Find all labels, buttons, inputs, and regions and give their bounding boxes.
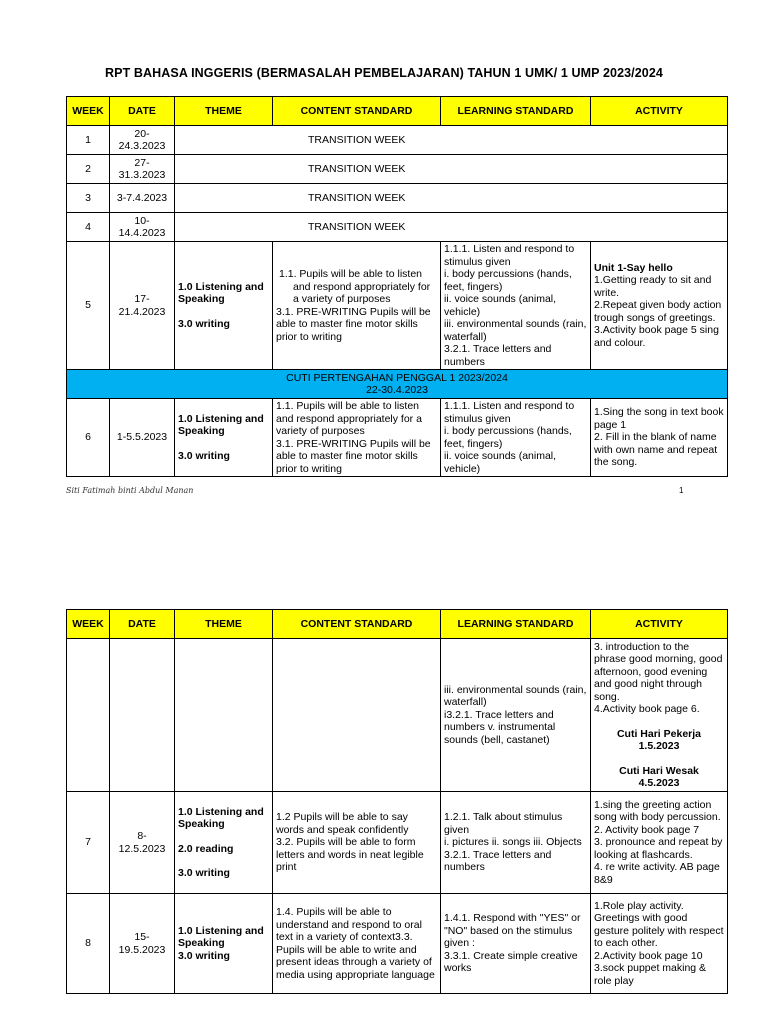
- header-theme: THEME: [175, 97, 273, 126]
- holiday-dates: 22-30.4.2023: [366, 384, 428, 396]
- theme-writing: 3.0 writing: [178, 449, 230, 462]
- header-row: [67, 610, 728, 639]
- schedule-table-page-1: [66, 96, 728, 477]
- date-cell: 15- 19.5.2023: [110, 894, 175, 994]
- learning-standard-cell: 1.1.1. Listen and respond to stimulus given i. body percussions (hands, feet, fingers) ii. voice sounds (animal, vehicle) iii. environmental sounds (rain, waterfall) 3.2.1. Trace letters and numbers: [441, 242, 591, 370]
- labour-day-date: 1.5.2023: [638, 740, 680, 752]
- signature: Siti Fatimah binti Abdul Manan: [66, 486, 194, 495]
- content-standard-1-1: 1.1. Pupils will be able to listen and respond appropriately for a variety of purposes: [279, 268, 431, 305]
- date-cell: [110, 639, 175, 792]
- date-cell: 27- 31.3.2023: [110, 155, 175, 184]
- page-title: RPT BAHASA INGGERIS (BERMASALAH PEMBELAJARAN) TAHUN 1 UMK/ 1 UMP 2023/2024: [105, 66, 663, 80]
- header-activity: ACTIVITY: [591, 97, 728, 126]
- holiday-row: [67, 370, 728, 399]
- date-cell: 17- 21.4.2023: [110, 242, 175, 370]
- holiday-title: CUTI PERTENGAHAN PENGGAL 1 2023/2024: [286, 371, 508, 384]
- week-cell: 6: [67, 399, 110, 477]
- header-date: DATE: [110, 97, 175, 126]
- wesak-day-note: Cuti Hari Wesak: [619, 764, 699, 777]
- table-row: [67, 184, 728, 213]
- theme-writing: 3.0 writing: [178, 867, 230, 879]
- week-cell: 1: [67, 126, 110, 155]
- content-standard-cell: [273, 242, 441, 370]
- table-row: [67, 792, 728, 894]
- date-cell: 8- 12.5.2023: [110, 792, 175, 894]
- content-standard-cell: 1.2 Pupils will be able to say words and speak confidently 3.2. Pupils will be able to form letters and words in neat legible print: [273, 792, 441, 894]
- date-cell: 1-5.5.2023: [110, 399, 175, 477]
- content-standard-3-1: 3.1. PRE-WRITING Pupils will be able to master fine motor skills prior to writing: [276, 305, 431, 343]
- date-cell: 10- 14.4.2023: [110, 213, 175, 242]
- theme-writing: 3.0 writing: [178, 317, 230, 330]
- schedule-table-page-2: [66, 609, 728, 994]
- header-activity: ACTIVITY: [591, 610, 728, 639]
- table-row: [67, 894, 728, 994]
- content-standard-cell: 1.1. Pupils will be able to listen and respond appropriately for a variety of purposes 3.1. PRE-WRITING Pupils will be able to master fine motor skills prior to writing: [273, 399, 441, 477]
- activity-unit-title: Unit 1-Say hello: [594, 261, 673, 274]
- table-row: [67, 213, 728, 242]
- learning-standard-cell: 1.4.1. Respond with "YES" or "NO" based on the stimulus given : 3.3.1. Create simple creative works: [441, 894, 591, 994]
- theme-listening-speaking: 1.0 Listening and Speaking: [178, 280, 264, 306]
- header-week: WEEK: [67, 97, 110, 126]
- week-cell: 7: [67, 792, 110, 894]
- transition-cell: TRANSITION WEEK: [175, 213, 728, 242]
- activity-cell: 1.sing the greeting action song with body percussion. 2. Activity book page 7 3. pronounce and repeat by looking at flashcards. 4. re write activity. AB page 8&9: [591, 792, 728, 894]
- activity-cell: 1.Role play activity. Greetings with good gesture politely with respect to each other. 2.Activity book page 10 3.sock puppet making & role play: [591, 894, 728, 994]
- theme-cell: [175, 242, 273, 370]
- labour-day-note: Cuti Hari Pekerja: [616, 727, 702, 740]
- theme-listening-speaking: 1.0 Listening and Speaking: [178, 805, 264, 830]
- table-row: [67, 126, 728, 155]
- content-standard-cell: 1.4. Pupils will be able to understand and respond to oral text in a variety of context3.3. Pupils will be able to write and present ideas through a variety of media using appropriate language: [273, 894, 441, 994]
- theme-cell: [175, 639, 273, 792]
- learning-standard-cell: 1.1.1. Listen and respond to stimulus given i. body percussions (hands, feet, fingers) ii. voice sounds (animal, vehicle): [441, 399, 591, 477]
- activity-cell: 1.Sing the song in text book page 1 2. Fill in the blank of name with own name and repeat the song.: [591, 399, 728, 477]
- transition-cell: TRANSITION WEEK: [175, 155, 728, 184]
- table-row: [67, 399, 728, 477]
- header-theme: THEME: [175, 610, 273, 639]
- header-content-standard: CONTENT STANDARD: [273, 97, 441, 126]
- transition-cell: TRANSITION WEEK: [175, 184, 728, 213]
- week-cell: 2: [67, 155, 110, 184]
- week-cell: 8: [67, 894, 110, 994]
- theme-cell: [175, 792, 273, 894]
- activity-text: 3. introduction to the phrase good morning, good afternoon, good evening and good night through song. 4.Activity book page 6.: [594, 640, 723, 715]
- content-standard-cell: [273, 639, 441, 792]
- learning-standard-cell: 1.2.1. Talk about stimulus given i. pictures ii. songs iii. Objects 3.2.1. Trace letters and numbers: [441, 792, 591, 894]
- activity-cell: [591, 639, 728, 792]
- header-row: [67, 97, 728, 126]
- header-date: DATE: [110, 610, 175, 639]
- header-learning-standard: LEARNING STANDARD: [441, 97, 591, 126]
- week-cell: 4: [67, 213, 110, 242]
- theme-reading: 2.0 reading: [178, 842, 234, 855]
- wesak-day-date: 4.5.2023: [638, 777, 680, 789]
- theme-listening-speaking: 1.0 Listening and Speaking: [178, 412, 264, 438]
- header-content-standard: CONTENT STANDARD: [273, 610, 441, 639]
- week-cell: [67, 639, 110, 792]
- activity-text: 1.Getting ready to sit and write. 2.Repeat given body action trough songs of greetings. 3.Activity book page 5 sing and colour.: [594, 274, 722, 349]
- week-cell: 3: [67, 184, 110, 213]
- week-cell: 5: [67, 242, 110, 370]
- page-number: 1: [679, 486, 684, 495]
- holiday-cell: [67, 370, 728, 399]
- table-row: [67, 242, 728, 370]
- table-row: [67, 155, 728, 184]
- theme-cell: [175, 894, 273, 994]
- learning-standard-cell: iii. environmental sounds (rain, waterfall) i3.2.1. Trace letters and numbers v. instrumental sounds (bell, castanet): [441, 639, 591, 792]
- theme-cell: [175, 399, 273, 477]
- date-cell: 20- 24.3.2023: [110, 126, 175, 155]
- activity-cell: [591, 242, 728, 370]
- theme-listening-speaking: 1.0 Listening and Speaking: [178, 924, 264, 950]
- header-learning-standard: LEARNING STANDARD: [441, 610, 591, 639]
- header-week: WEEK: [67, 610, 110, 639]
- date-cell: 3-7.4.2023: [110, 184, 175, 213]
- theme-writing: 3.0 writing: [178, 949, 230, 962]
- transition-cell: TRANSITION WEEK: [175, 126, 728, 155]
- table-row: [67, 639, 728, 792]
